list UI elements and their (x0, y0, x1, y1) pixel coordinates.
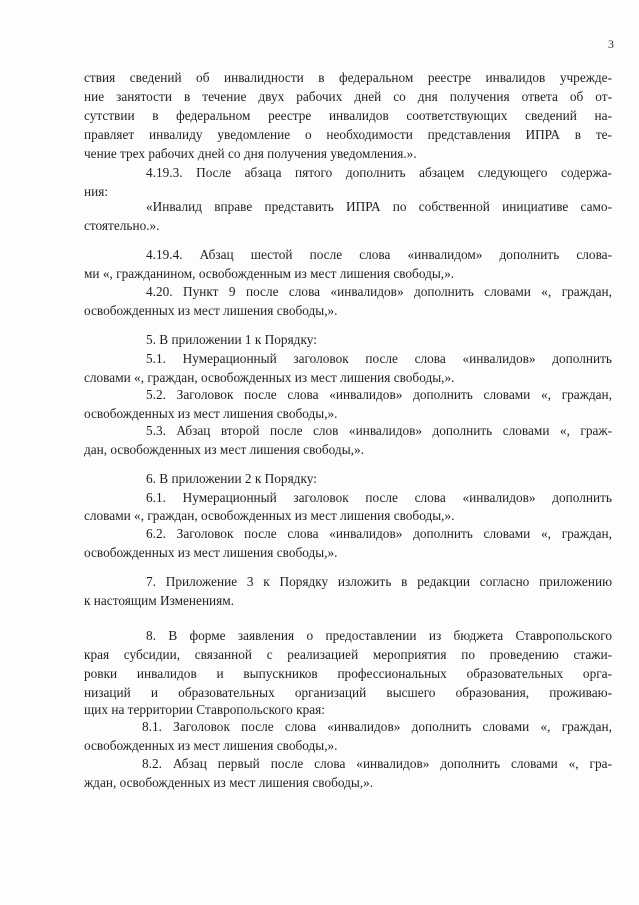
text-line: 5.2. Заголовок после слова «инвалидов» дополнить словами «, граждан, (146, 387, 612, 402)
text-line: 7. Приложение 3 к Порядку изложить в редакции согласно приложению (146, 574, 612, 589)
text-line: ния: (84, 184, 109, 199)
text-line: дан, освобожденных из мест лишения свободы,». (84, 442, 364, 457)
text-line: к настоящим Изменениям. (84, 593, 235, 608)
text-line: ровки инвалидов и выпускников профессиональных образовательных орга- (84, 666, 612, 681)
text-line: сутствии в федеральном реестре инвалидов соответствующих сведений на- (84, 108, 612, 123)
text-line: освобожденных из мест лишения свободы,». (84, 406, 338, 421)
text-line: края субсидии, связанной с реализацией мероприятия по проведению стажи- (84, 647, 612, 662)
text-line: 6.2. Заголовок после слова «инвалидов» дополнить словами «, граждан, (146, 526, 612, 541)
text-line: 6. В приложении 2 к Порядку: (146, 471, 317, 486)
text-line: освобожденных из мест лишения свободы,». (84, 738, 338, 753)
text-line: ние занятости в течение двух рабочих дней со дня получения ответа об от- (84, 89, 612, 104)
text-line: 5.3. Абзац второй после слов «инвалидов» дополнить словами «, граж- (146, 423, 612, 438)
text-line: 4.19.3. После абзаца пятого дополнить абзацем следующего содержа- (146, 165, 612, 180)
text-line: освобожденных из мест лишения свободы,». (84, 303, 338, 318)
text-line: 4.20. Пункт 9 после слова «инвалидов» дополнить словами «, граждан, (146, 284, 612, 299)
text-line: ми «, гражданином, освобожденным из мест лишения свободы,». (84, 266, 455, 281)
text-line: словами «, граждан, освобожденных из мест лишения свободы,». (84, 370, 455, 385)
text-line: 8. В форме заявления о предоставлении из бюджета Ставропольского (146, 628, 612, 643)
text-line: чение трех рабочих дней со дня получения уведомления.». (84, 146, 417, 161)
text-line: щих на территории Ставропольского края: (84, 702, 325, 717)
text-line: правляет инвалиду уведомление о необходимости представления ИПРА в те- (84, 127, 612, 142)
text-line: «Инвалид вправе представить ИПРА по собственной инициативе само- (146, 199, 612, 214)
text-line: 8.1. Заголовок после слова «инвалидов» дополнить словами «, граждан, (142, 719, 612, 734)
text-line: стоятельно.». (84, 218, 160, 233)
text-line: 6.1. Нумерационный заголовок после слова «инвалидов» дополнить (146, 490, 612, 505)
text-line: словами «, граждан, освобожденных из мест лишения свободы,». (84, 508, 455, 523)
text-line: ждан, освобожденных из мест лишения свободы,». (84, 775, 374, 790)
page-number: 3 (608, 37, 614, 51)
text-line: 8.2. Абзац первый после слова «инвалидов» дополнить словами «, гра- (142, 756, 612, 771)
text-line: низаций и образовательных организаций высшего образования, проживаю- (84, 685, 612, 700)
text-line: освобожденных из мест лишения свободы,». (84, 545, 338, 560)
text-line: 5. В приложении 1 к Порядку: (146, 332, 317, 347)
text-line: 4.19.4. Абзац шестой после слова «инвалидом» дополнить слова- (146, 247, 612, 262)
text-line: ствия сведений об инвалидности в федеральном реестре инвалидов учрежде- (84, 70, 612, 85)
text-line: 5.1. Нумерационный заголовок после слова «инвалидов» дополнить (146, 351, 612, 366)
